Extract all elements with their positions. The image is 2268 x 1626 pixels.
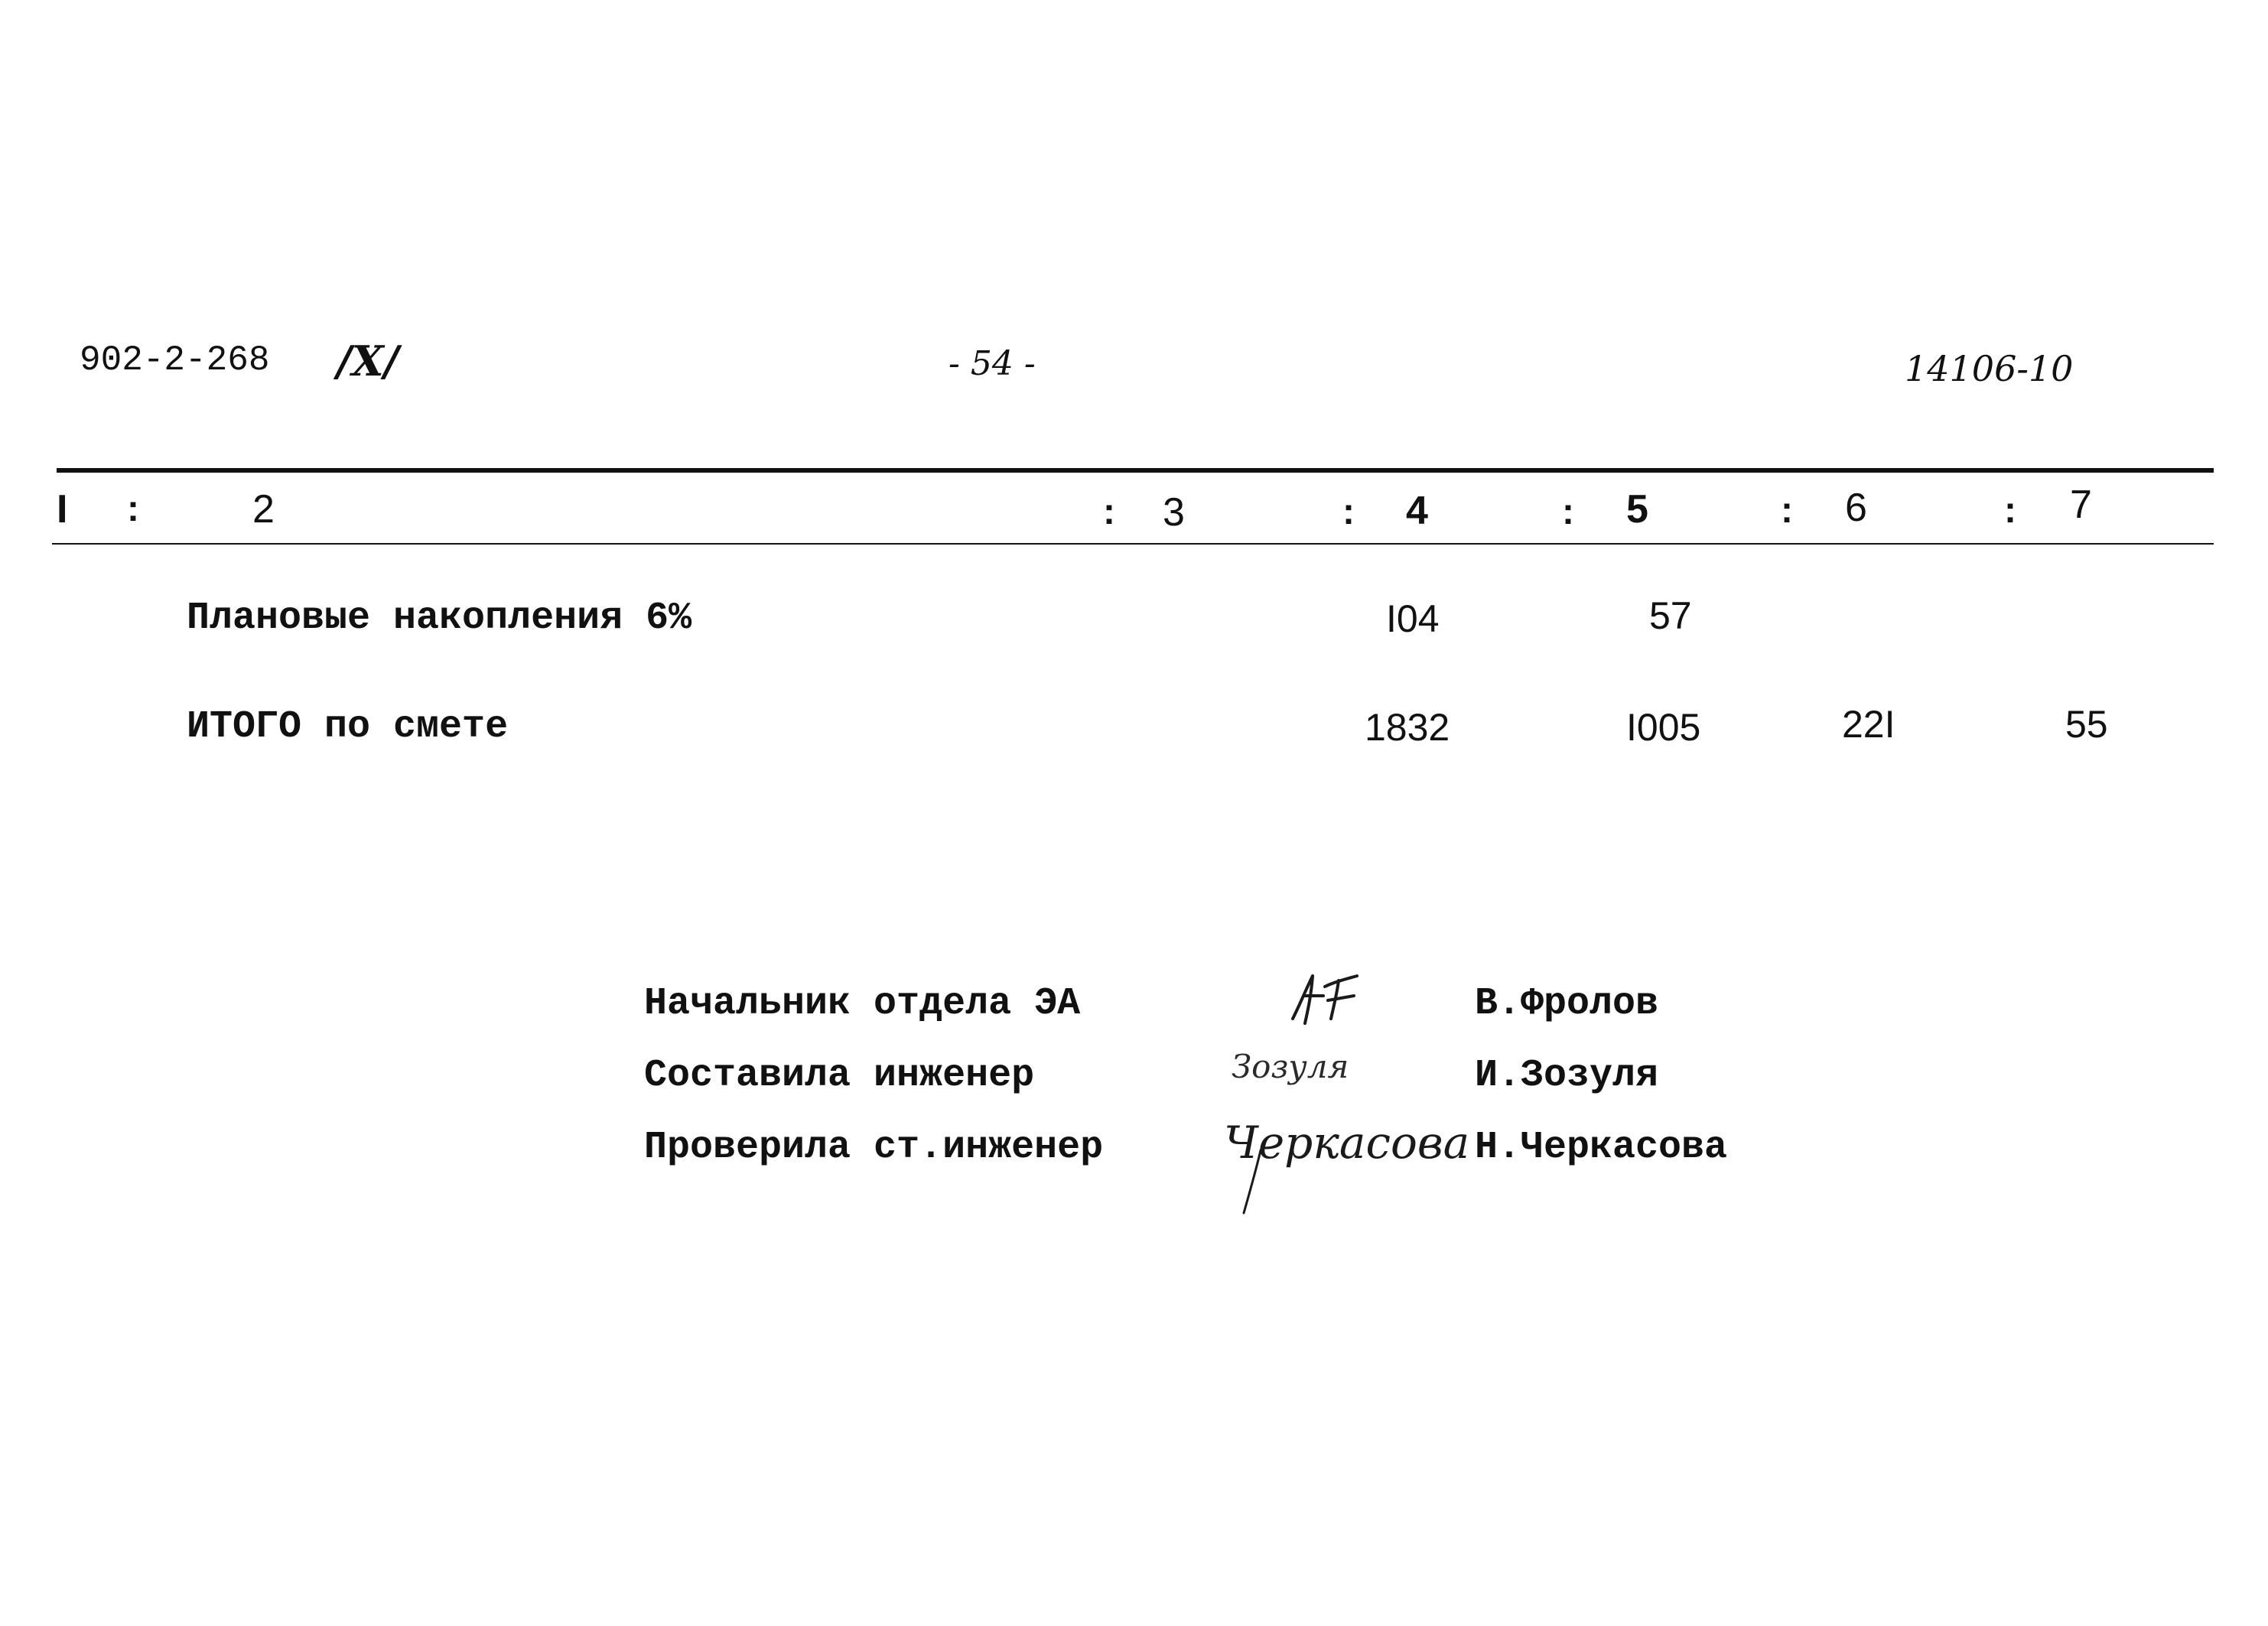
page-number: - 54 -: [949, 344, 1036, 383]
signer-role: Составила инженер: [644, 1054, 1035, 1098]
signer-name: В.Фролов: [1475, 982, 1659, 1026]
col-separator: :: [127, 489, 139, 529]
cell-col4: 1832: [1365, 706, 1450, 749]
col-separator: :: [1103, 492, 1115, 532]
cell-col7: 55: [2065, 703, 2108, 746]
table-top-rule: [57, 468, 2214, 473]
col-separator: :: [2004, 490, 2016, 531]
signer-name: Н.Черкасова: [1475, 1126, 1728, 1169]
row-label: ИТОГО по смете: [187, 705, 509, 749]
cell-col5: I005: [1626, 706, 1701, 749]
col-header-4: 4: [1406, 489, 1428, 533]
doc-part: /X/: [337, 337, 399, 385]
col-header-2: 2: [252, 487, 275, 532]
col-header-7: 7: [2070, 483, 2092, 527]
signer-role: Начальник отдела ЭА: [644, 982, 1081, 1026]
signature-mark: Черкасова: [1224, 1117, 1470, 1169]
cell-col4: I04: [1386, 597, 1440, 640]
signature-tail: [1239, 1147, 1270, 1216]
table-header-bottom-rule: [52, 543, 2214, 545]
signature-mark: Зозуля: [1232, 1048, 1349, 1085]
col-header-5: 5: [1626, 487, 1648, 532]
col-header-6: 6: [1845, 486, 1867, 530]
signature-mark: [1277, 965, 1385, 1034]
col-separator: :: [1781, 490, 1793, 531]
signer-name: И.Зозуля: [1475, 1054, 1659, 1098]
cell-col5: 57: [1649, 594, 1692, 637]
cell-col6: 22I: [1842, 703, 1895, 746]
ref-number: 14106-10: [1905, 348, 2074, 389]
col-header-1: I: [57, 487, 68, 532]
signer-role: Проверила ст.инженер: [644, 1126, 1104, 1169]
col-separator: :: [1562, 492, 1574, 532]
col-header-3: 3: [1163, 490, 1185, 535]
row-label: Плановые накопления 6%: [187, 597, 692, 640]
doc-code: 902-2-268: [80, 340, 270, 380]
col-separator: :: [1342, 492, 1355, 532]
